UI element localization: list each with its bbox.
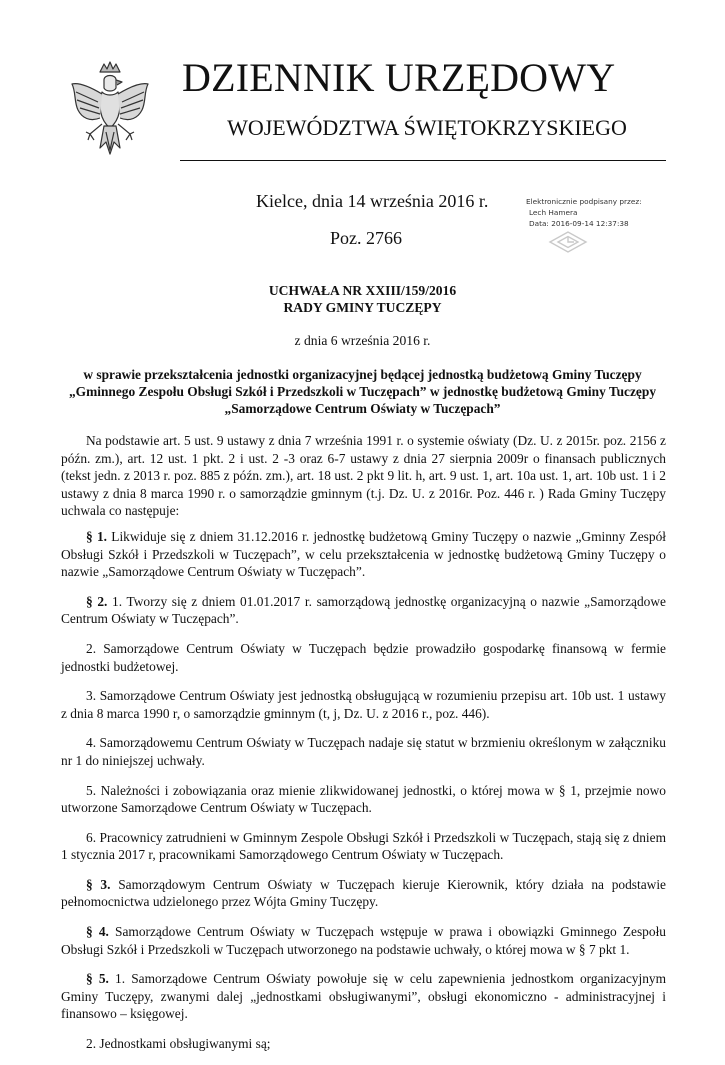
masthead-subtitle: WOJEWÓDZTWA ŚWIĘTOKRZYSKIEGO [227,115,627,140]
resolution-body [61,432,666,1065]
coat-of-arms-eagle-icon [64,58,156,162]
section-text: Samorządowe Centrum Oświaty w Tuczępach wstępuje w prawa i obowiązki Gminnego Zespołu Obsługi Szkół i Przedszkoli w Tuczępach utworzonego na podstawie uchwały, o której mowa w § 7 pkt 1. [61,924,666,957]
section-mark: § 2. [86,593,108,609]
masthead-divider [180,160,666,161]
section-2-point-5: 5. Należności i zobowiązania oraz mienie zlikwidowanej jednostki, o której mowa w § 1, przejmie nowo utworzone Samorządowe Centrum Oświaty w Tuczępach. [61,782,666,816]
section-5-paragraph [61,970,666,1023]
resolution-subject-line: „Samorządowe Centrum Oświaty w Tuczępach” [224,401,501,416]
section-2-paragraph [61,593,666,628]
section-2-point-4: 4. Samorządowemu Centrum Oświaty w Tuczępach nadaje się statut w brzmieniu określonym w załączniku nr 1 do niniejszej uchwały. [61,735,666,768]
masthead-title: DZIENNIK URZĘDOWY [182,55,616,100]
section-mark: § 4. [86,924,109,940]
publication-place-date: Kielce, dnia 14 września 2016 r. [256,191,489,211]
resolution-subject-line: w sprawie przekształcenia jednostki organizacyjnej będącej jednostką budżetową Gminy Tuczępy [83,367,642,382]
section-1-paragraph [61,528,666,581]
section-mark: § 5. [86,971,109,987]
section-3-paragraph [61,876,666,911]
section-text: Likwiduje się z dniem 31.12.2016 r. jednostkę budżetową Gminy Tuczępy o nazwie „Gminny Zespół Obsługi Szkół i Przedszkoli w Tuczępach”, w celu przekształcenia w jednostkę budżetową Gminy Tuczępy o nazwie „Samorządowe Centrum Oświaty w Tuczępach”. [61,528,667,580]
section-2-point-6: 6. Pracownicy zatrudnieni w Gminnym Zespole Obsługi Szkół i Przedszkoli w Tuczępach, stają się z dniem 1 stycznia 2017 r, pracownikami Samorządowego Centrum Oświaty w Tuczępach. [61,829,666,863]
electronic-signature-box [526,196,676,258]
section-mark: § 3. [86,876,111,892]
signature-label: Elektronicznie podpisany przez: [526,197,642,206]
section-text: 1. Samorządowe Centrum Oświaty powołuje się w celu zapewnienia jednostkom organizacyjnym Gminy Tuczępy, zwanymi dalej „jednostkami obsługiwanymi”, obsługi ekonomiczno - administracyjnej i finansowo – księgowej. [61,971,666,1022]
resolution-issuer: RADY GMINY TUCZĘPY [283,300,442,315]
section-2-point-3: 3. Samorządowe Centrum Oświaty jest jednostką obsługującą w rozumieniu przepisu art. 10b ust. 1 ustawy z dnia 8 marca 1990 r, o samorządzie gminnym (t, j, Dz. U. z 2016 r., poz. 446). [61,688,666,721]
legal-basis-paragraph: Na podstawie art. 5 ust. 9 ustawy z dnia 7 września 1991 r. o systemie oświaty (Dz. U. z 2015r. poz. 2156 z późn. zm.), art. 12 ust. 1 pkt. 2 i ust. 2 -3 oraz 6-7 ustawy z dnia 27 sierpnia 2009r o finansach publicznych (tekst jedn. z 2013 r. poz. 885 z późn. zm.), art. 18 ust. 2 pkt 9 lit. h, art. 9 ust. 1, art. 10a ust. 1, art. 10b ust. 1 i 2 ustawy z dnia 8 marca 1990 r. o samorządzie gminnym (t.j. Dz. U. z 2016r. Poz. 446 r. ) Rada Gminy Tuczępy uchwala co następuje: [61,433,666,519]
section-text: 1. Tworzy się z dniem 01.01.2017 r. samorządową jednostkę organizacyjną o nazwie „Samorządowe Centrum Oświaty w Tuczępach”. [61,593,666,627]
resolution-number: UCHWAŁA NR XXIII/159/2016 [268,283,457,298]
section-5-point-2: 2. Jednostkami obsługiwanymi są; [86,1036,271,1052]
resolution-subject-line: „Gminnego Zespołu Obsługi Szkół i Przedszkoli w Tuczępach” w jednostkę budżetową Gminy Tuczępy [68,384,657,399]
publication-position: Poz. 2766 [330,228,402,248]
section-2-point-2: 2. Samorządowe Centrum Oświaty w Tuczępach będzie prowadziło gospodarkę finansową w fermie jednostki budżetowej. [61,640,666,674]
signature-date: Data: 2016-09-14 12:37:38 [529,219,629,228]
signature-signer: Lech Hamera [529,208,578,217]
section-4-paragraph [61,923,666,958]
signature-verification-icon [548,230,588,254]
resolution-date: z dnia 6 września 2016 r. [294,333,431,348]
section-text: Samorządowym Centrum Oświaty w Tuczępach kieruje Kierownik, który działa na podstawie pełnomocnictwa udzielonego przez Wójta Gminy Tuczępy. [61,876,667,910]
section-mark: § 1. [86,528,107,544]
